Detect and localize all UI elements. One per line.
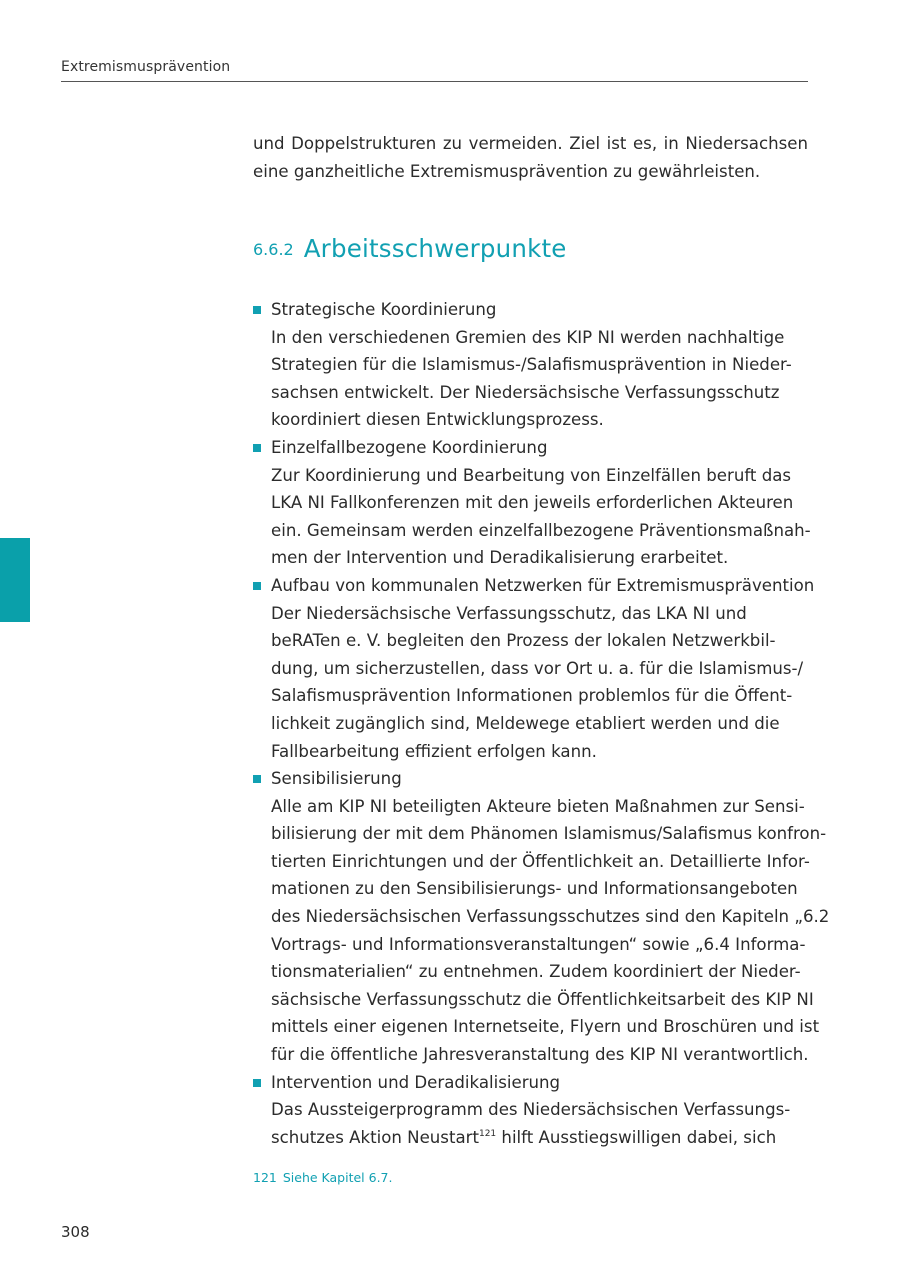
item-line: sächsische Verfassungsschutz die Öffentlichkeitsarbeit des KIP NI xyxy=(271,989,814,1009)
list-item xyxy=(253,434,813,572)
item-line: des Niedersächsischen Verfassungsschutzes sind den Kapiteln „6.2 xyxy=(271,907,830,927)
bullet-square-icon xyxy=(253,444,261,452)
item-line-text: schutzes Aktion Neustart xyxy=(271,1127,479,1147)
item-line: Das Aussteigerprogramm des Niedersächsischen Verfassungs- xyxy=(271,1100,791,1120)
item-line: LKA NI Fallkonferenzen mit den jeweils erforderlichen Akteuren xyxy=(271,493,794,513)
footnote-reference: 121 xyxy=(478,1128,497,1139)
footnote-text: Siehe Kapitel 6.7. xyxy=(282,1170,393,1185)
item-line: lichkeit zugänglich sind, Meldewege etabliert werden und die xyxy=(271,713,780,733)
bullet-square-icon xyxy=(253,775,261,783)
item-title: Intervention und Deradikalisierung xyxy=(271,1072,561,1092)
intro-paragraph xyxy=(253,130,808,185)
item-line: ein. Gemeinsam werden einzelfallbezogene Präventionsmaßnah- xyxy=(271,520,811,540)
item-line: beRATen e. V. begleiten den Prozess der lokalen Netzwerkbil- xyxy=(271,631,776,651)
item-line: Fallbearbeitung effizient erfolgen kann. xyxy=(271,741,597,761)
footnote xyxy=(253,1170,392,1185)
item-line: tierten Einrichtungen und der Öffentlichkeit an. Detaillierte Infor- xyxy=(271,851,810,871)
item-line: In den verschiedenen Gremien des KIP NI werden nachhaltige xyxy=(271,327,785,347)
item-line: sachsen entwickelt. Der Niedersächsische Verfassungsschutz xyxy=(271,382,780,402)
item-line: bilisierung der mit dem Phänomen Islamismus/Salafismus konfron- xyxy=(271,824,827,844)
item-line: tionsmaterialien“ zu entnehmen. Zudem koordiniert der Nieder- xyxy=(271,962,801,982)
item-line: Strategien für die Islamismus-/Salafismusprävention in Nieder- xyxy=(271,355,792,375)
page-number: 308 xyxy=(61,1223,90,1241)
footnote-number: 121 xyxy=(253,1170,277,1185)
item-line: Der Niedersächsische Verfassungsschutz, das LKA NI und xyxy=(271,603,747,623)
item-line: men der Intervention und Deradikalisierung erarbeitet. xyxy=(271,548,729,568)
bullet-square-icon xyxy=(253,582,261,590)
item-title: Einzelfallbezogene Koordinierung xyxy=(271,437,548,457)
item-line: mittels einer eigenen Internetseite, Flyern und Broschüren und ist xyxy=(271,1017,820,1037)
header-rule xyxy=(61,81,808,82)
item-line: Vortrags- und Informationsveranstaltungen“ sowie „6.4 Informa- xyxy=(271,934,806,954)
section-number: 6.6.2 xyxy=(253,240,294,259)
item-line: koordiniert diesen Entwicklungsprozess. xyxy=(271,410,604,430)
bullet-square-icon xyxy=(253,306,261,314)
focus-list xyxy=(253,296,830,1151)
intro-line: eine ganzheitliche Extremismusprävention zu gewährleisten. xyxy=(253,161,761,181)
section-title: Arbeitsschwerpunkte xyxy=(303,234,567,263)
item-title: Strategische Koordinierung xyxy=(271,300,497,319)
item-line: mationen zu den Sensibilisierungs- und Informationsangeboten xyxy=(271,879,798,899)
item-line: Alle am KIP NI beteiligten Akteure bieten Maßnahmen zur Sensi- xyxy=(271,796,805,816)
item-line: für die öffentliche Jahresveranstaltung des KIP NI verantwortlich. xyxy=(271,1045,809,1065)
item-line-text: hilft Ausstiegswilligen dabei, sich xyxy=(496,1127,777,1147)
list-item xyxy=(253,765,830,1069)
item-title: Aufbau von kommunalen Netzwerken für Extremismusprävention xyxy=(271,575,815,595)
running-header: Extremismusprävention xyxy=(61,59,231,75)
section-heading xyxy=(253,234,567,263)
intro-line: und Doppelstrukturen zu vermeiden. Ziel ist es, in Niedersachsen xyxy=(253,134,808,153)
list-item xyxy=(253,1069,813,1152)
item-title: Sensibilisierung xyxy=(271,769,402,789)
item-line: dung, um sicherzustellen, dass vor Ort u. a. für die Islamismus-/ xyxy=(271,658,804,678)
item-line: Salafismusprävention Informationen problemlos für die Öffent- xyxy=(271,686,793,706)
bullet-square-icon xyxy=(253,1079,261,1087)
chapter-side-tab xyxy=(0,538,30,622)
item-line xyxy=(271,1124,813,1152)
list-item xyxy=(253,572,813,765)
item-line: Zur Koordinierung und Bearbeitung von Einzelfällen beruft das xyxy=(271,465,792,485)
list-item xyxy=(253,296,813,434)
